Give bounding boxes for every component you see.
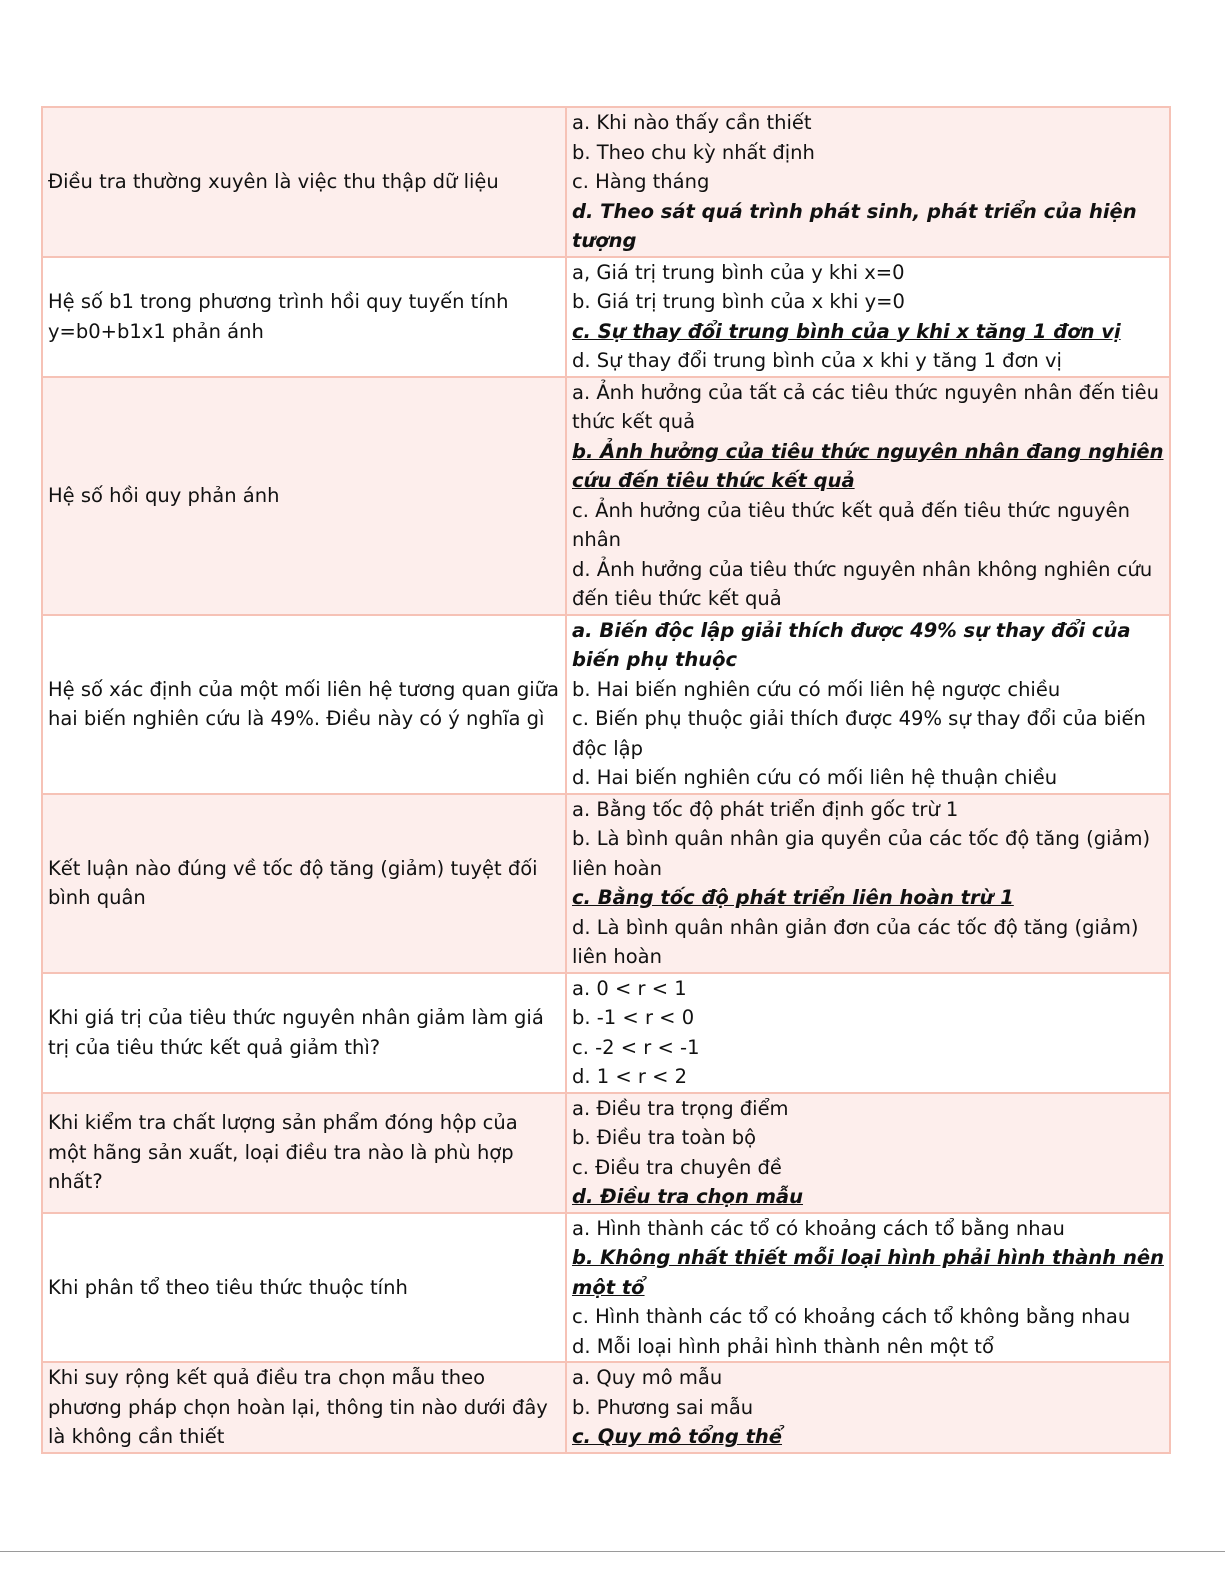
correct-answer-option: d. Điều tra chọn mẫu [572, 1185, 803, 1208]
answer-option: c. Hình thành các tổ có khoảng cách tổ không bằng nhau [572, 1305, 1131, 1328]
question-row [42, 1213, 1170, 1363]
answer-options [566, 1093, 1170, 1213]
answer-option: c. Ảnh hưởng của tiêu thức kết quả đến tiêu thức nguyên nhân [572, 498, 1130, 551]
question-row [42, 973, 1170, 1093]
answer-options [566, 257, 1170, 377]
answer-option: d. Hai biến nghiên cứu có mối liên hệ thuận chiều [572, 766, 1058, 789]
question-text: Kết luận nào đúng về tốc độ tăng (giảm) tuyệt đối bình quân [42, 794, 566, 973]
question-row [42, 107, 1170, 257]
answer-option: a. Ảnh hưởng của tất cả các tiêu thức nguyên nhân đến tiêu thức kết quả [572, 380, 1159, 433]
question-text: Hệ số hồi quy phản ánh [42, 377, 566, 615]
correct-answer-option: c. Quy mô tổng thể [572, 1425, 782, 1448]
answer-option: c. Điều tra chuyên đề [572, 1155, 782, 1179]
answer-option: a. Hình thành các tổ có khoảng cách tổ bằng nhau [572, 1216, 1065, 1240]
correct-answer-option: c. Bằng tốc độ phát triển liên hoàn trừ 1 [572, 886, 1014, 909]
answer-option: a. 0 < r < 1 [572, 976, 687, 1000]
answer-options [566, 1362, 1170, 1453]
answer-option: d. Ảnh hưởng của tiêu thức nguyên nhân không nghiên cứu đến tiêu thức kết quả [572, 557, 1153, 610]
question-row [42, 1362, 1170, 1453]
answer-options [566, 615, 1170, 794]
answer-option: a. Điều tra trọng điểm [572, 1096, 789, 1120]
answer-option: c. Biến phụ thuộc giải thích được 49% sự thay đổi của biến độc lập [572, 707, 1146, 760]
question-text: Hệ số b1 trong phương trình hồi quy tuyến tính y=b0+b1x1 phản ánh [42, 257, 566, 377]
quiz-table-body [42, 107, 1170, 1453]
correct-answer-option: d. Theo sát quá trình phát sinh, phát triển của hiện tượng [572, 199, 1137, 252]
quiz-table [41, 106, 1171, 1454]
answer-options [566, 107, 1170, 257]
answer-option: a. Bằng tốc độ phát triển định gốc trừ 1 [572, 797, 959, 821]
answer-option: a. Quy mô mẫu [572, 1366, 723, 1389]
question-text: Hệ số xác định của một mối liên hệ tương quan giữa hai biến nghiên cứu là 49%. Điều này có ý nghĩa gì [42, 615, 566, 794]
question-text: Khi kiểm tra chất lượng sản phẩm đóng hộp của một hãng sản xuất, loại điều tra nào là phù hợp nhất? [42, 1093, 566, 1213]
question-text: Khi phân tổ theo tiêu thức thuộc tính [42, 1213, 566, 1363]
answer-options [566, 377, 1170, 615]
answer-option: b. Phương sai mẫu [572, 1395, 754, 1419]
question-text: Khi suy rộng kết quả điều tra chọn mẫu theo phương pháp chọn hoàn lại, thông tin nào dưới đây là không cần thiết [42, 1362, 566, 1453]
answer-options [566, 973, 1170, 1093]
answer-option: c. Hàng tháng [572, 170, 710, 193]
correct-answer-option: b. Không nhất thiết mỗi loại hình phải hình thành nên một tổ [572, 1246, 1164, 1299]
answer-option: a. Khi nào thấy cần thiết [572, 111, 812, 134]
answer-option: d. Là bình quân nhân giản đơn của các tốc độ tăng (giảm) liên hoàn [572, 915, 1139, 968]
answer-option: a, Giá trị trung bình của y khi x=0 [572, 260, 905, 284]
correct-answer-option: b. Ảnh hưởng của tiêu thức nguyên nhân đang nghiên cứu đến tiêu thức kết quả [572, 439, 1164, 492]
answer-options [566, 1213, 1170, 1363]
answer-option: d. Mỗi loại hình phải hình thành nên một tổ [572, 1334, 994, 1358]
answer-option: d. 1 < r < 2 [572, 1065, 688, 1088]
answer-option: b. Là bình quân nhân gia quyền của các tốc độ tăng (giảm) liên hoàn [572, 827, 1151, 880]
correct-answer-option: a. Biến độc lập giải thích được 49% sự thay đổi của biến phụ thuộc [572, 618, 1131, 671]
answer-option: b. Giá trị trung bình của x khi y=0 [572, 290, 905, 313]
correct-answer-option: c. Sự thay đổi trung bình của y khi x tăng 1 đơn vị [572, 319, 1121, 343]
footer-divider [0, 1551, 1225, 1552]
answer-option: c. -2 < r < -1 [572, 1035, 700, 1059]
question-text: Khi giá trị của tiêu thức nguyên nhân giảm làm giá trị của tiêu thức kết quả giảm thì? [42, 973, 566, 1093]
answer-option: b. Hai biến nghiên cứu có mối liên hệ ngược chiều [572, 677, 1061, 701]
question-row [42, 1093, 1170, 1213]
question-row [42, 615, 1170, 794]
question-row [42, 377, 1170, 615]
question-text: Điều tra thường xuyên là việc thu thập dữ liệu [42, 107, 566, 257]
answer-option: d. Sự thay đổi trung bình của x khi y tăng 1 đơn vị [572, 349, 1062, 372]
question-row [42, 257, 1170, 377]
answer-option: b. Điều tra toàn bộ [572, 1126, 757, 1149]
answer-options [566, 794, 1170, 973]
question-row [42, 794, 1170, 973]
answer-option: b. -1 < r < 0 [572, 1006, 695, 1029]
answer-option: b. Theo chu kỳ nhất định [572, 140, 815, 164]
